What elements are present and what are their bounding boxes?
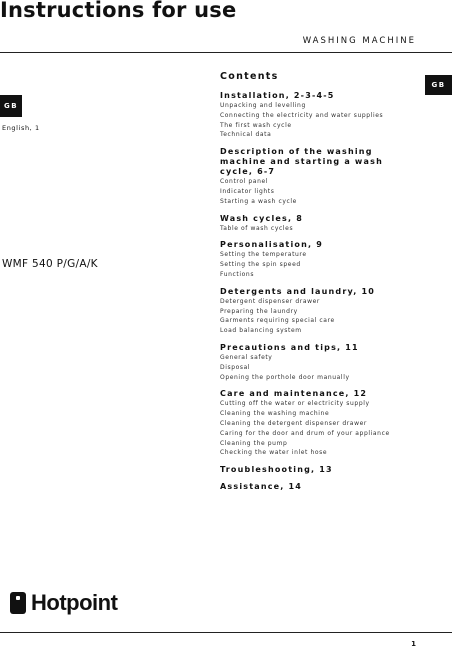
section-item[interactable]: Technical data <box>220 131 272 139</box>
section-item[interactable]: Checking the water inlet hose <box>220 449 328 457</box>
section-item[interactable]: Load balancing system <box>220 327 302 335</box>
section-title[interactable]: Installation, 2-3-4-5 <box>220 91 335 100</box>
section-item[interactable]: The first wash cycle <box>220 121 292 129</box>
section-item[interactable]: Functions <box>220 270 255 278</box>
contents-section <box>220 147 420 206</box>
contents-section <box>220 240 420 279</box>
section-item[interactable]: Opening the porthole door manually <box>220 373 350 381</box>
language-badge: GB <box>0 95 22 117</box>
section-item[interactable]: Connecting the electricity and water supplies <box>220 111 384 119</box>
contents-section <box>220 214 420 234</box>
contents-section <box>220 343 420 382</box>
section-item[interactable]: General safety <box>220 353 273 361</box>
section-item[interactable]: Unpacking and levelling <box>220 102 306 109</box>
section-item[interactable]: Preparing the laundry <box>220 307 298 315</box>
hotpoint-logo-icon <box>10 592 26 614</box>
section-title[interactable]: Precautions and tips, 11 <box>220 342 359 352</box>
contents-section <box>220 389 420 458</box>
section-item[interactable]: Caring for the door and drum of your appliance <box>220 429 390 437</box>
section-item[interactable]: Disposal <box>220 363 251 371</box>
model-number: WMF 540 P/G/A/K <box>2 258 98 270</box>
section-item[interactable]: Table of wash cycles <box>220 224 294 232</box>
section-item[interactable]: Setting the spin speed <box>220 261 301 269</box>
section-title[interactable]: Wash cycles, 8 <box>220 213 303 223</box>
page-number: 1 <box>411 640 416 648</box>
section-item[interactable]: Cleaning the washing machine <box>220 410 330 418</box>
section-item[interactable]: Control panel <box>220 178 269 186</box>
section-item[interactable]: Cleaning the pump <box>220 439 288 447</box>
section-item[interactable]: Starting a wash cycle <box>220 197 297 205</box>
section-item[interactable]: Indicator lights <box>220 187 275 195</box>
contents-section <box>220 287 420 336</box>
header-divider <box>0 52 452 53</box>
section-title[interactable]: Troubleshooting, 13 <box>220 465 333 475</box>
language-tab[interactable]: GB <box>425 75 452 95</box>
page-title: Instructions for use <box>0 0 237 22</box>
section-title[interactable]: Description of the washing machine and starting a wash cycle, 6-7 <box>220 147 383 177</box>
contents-section <box>220 465 420 475</box>
section-title[interactable]: Detergents and laundry, 10 <box>220 286 376 296</box>
brand-name: Hotpoint <box>31 590 118 615</box>
section-item[interactable]: Cutting off the water or electricity supply <box>220 400 370 408</box>
section-title[interactable]: Care and maintenance, 12 <box>220 389 368 399</box>
footer-divider <box>0 632 452 633</box>
section-item[interactable]: Garments requiring special care <box>220 317 335 325</box>
contents-section <box>220 91 420 140</box>
contents-section <box>220 482 420 492</box>
section-item[interactable]: Cleaning the detergent dispenser drawer <box>220 419 367 427</box>
brand-logo <box>10 590 117 616</box>
product-type: WASHING MACHINE <box>302 36 416 46</box>
language-entry: English, 1 <box>2 124 40 132</box>
section-item[interactable]: Setting the temperature <box>220 251 307 259</box>
contents-heading: Contents <box>220 71 279 82</box>
table-of-contents <box>220 71 420 499</box>
section-title[interactable]: Assistance, 14 <box>220 482 303 492</box>
section-item[interactable]: Detergent dispenser drawer <box>220 297 320 305</box>
section-title[interactable]: Personalisation, 9 <box>220 240 323 250</box>
